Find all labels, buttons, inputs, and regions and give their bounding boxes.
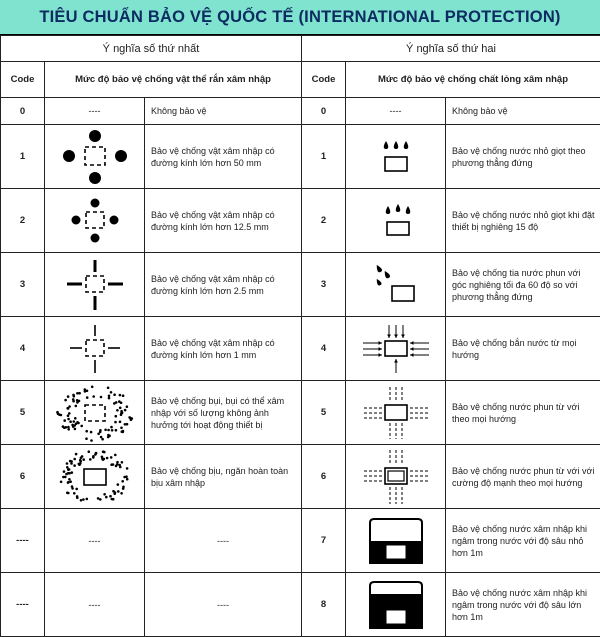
first-digit-code: 4 [1,317,45,381]
protection-symbol [45,317,145,381]
second-code-header: Code [302,62,346,98]
second-digit-code: 2 [302,189,346,253]
first-digit-description: Bảo vệ chống vật xâm nhập có đường kính lớn hơn 2.5 mm [145,253,302,317]
solid-protection-header: Mức độ bảo vệ chống vật thể rắn xâm nhập [45,62,302,98]
second-digit-description: Bảo vệ chống tia nước phun với góc nghiêng tối đa 60 độ so với phương thẳng đứng [446,253,600,317]
solid-50mm-icon [55,129,135,185]
second-digit-code: 7 [302,509,346,573]
no-symbol: ---- [45,509,145,573]
section-header-row [1,36,600,62]
first-digit-code: ---- [1,509,45,573]
second-digit-code: 1 [302,125,346,189]
second-digit-description: Không bảo vệ [446,98,600,125]
second-digit-description: Bảo vệ chống nước xâm nhập khi ngâm trong nước với độ sâu nhỏ hơn 1m [446,509,600,573]
protection-symbol [45,381,145,445]
second-digit-code: 3 [302,253,346,317]
solid-2-5mm-icon [55,258,135,312]
protection-symbol [346,381,446,445]
splashing-water-icon [361,323,431,375]
table-row [1,573,600,637]
first-digit-description: Bảo vệ chống vật xâm nhập có đường kính lớn hơn 12.5 mm [145,189,302,253]
protection-symbol [346,509,446,573]
second-digit-code: 5 [302,381,346,445]
second-digit-code: 0 [302,98,346,125]
table-row [1,445,600,509]
second-digit-description: Bảo vệ chống nước nhỏ giọt theo phương thẳng đứng [446,125,600,189]
protection-symbol [346,573,446,637]
protection-symbol [45,189,145,253]
table-row [1,125,600,189]
second-digit-code: 6 [302,445,346,509]
immersion-1m-icon [364,517,428,565]
protection-symbol [45,125,145,189]
table-row [1,381,600,445]
second-digit-section-title: Ý nghĩa số thứ hai [302,36,600,62]
protection-symbol [346,445,446,509]
protection-symbol [346,317,446,381]
table-row [1,317,600,381]
protection-symbol [346,125,446,189]
second-digit-code: 4 [302,317,346,381]
second-digit-description: Bảo vệ chống nước nhỏ giọt khi đặt thiết bị nghiêng 15 độ [446,189,600,253]
dust-tight-icon [53,447,137,507]
spraying-water-icon [364,260,428,310]
solid-12mm-icon [55,196,135,246]
water-jets-icon [361,385,431,441]
first-code-header: Code [1,62,45,98]
first-digit-description: Bảo vệ chống bịu, ngăn hoàn toàn bịu xâm nhập [145,445,302,509]
first-digit-section-title: Ý nghĩa số thứ nhất [1,36,302,62]
first-digit-code: 1 [1,125,45,189]
protection-symbol [45,253,145,317]
first-digit-description: Bảo vệ chống vật xâm nhập có đường kính lớn hơn 50 mm [145,125,302,189]
second-digit-description: Bảo vệ chống bắn nước từ mọi hướng [446,317,600,381]
table-row [1,98,600,125]
first-digit-description: Bảo vệ chống bụi, bụi có thể xâm nhập với số lượng không ảnh hưởng tới hoạt động thiết bị [145,381,302,445]
liquid-protection-header: Mức độ bảo vệ chống chất lỏng xâm nhập [346,62,600,98]
first-digit-code: 3 [1,253,45,317]
second-digit-description: Bảo vệ chống nước phun từ với với cường độ mạnh theo mọi hướng [446,445,600,509]
no-symbol: ---- [45,98,145,125]
protection-symbol [346,189,446,253]
page-title: TIÊU CHUẨN BẢO VỆ QUỐC TẾ (INTERNATIONAL PROTECTION) [0,0,600,35]
first-digit-code: 5 [1,381,45,445]
powerful-jets-icon [361,448,431,506]
dripping-tilted-icon [366,201,426,241]
second-digit-description: Bảo vệ chống nước phun từ với theo mọi hướng [446,381,600,445]
first-digit-description: ---- [145,573,302,637]
no-symbol: ---- [346,98,446,125]
first-digit-description: ---- [145,509,302,573]
dripping-vertical-icon [366,137,426,177]
first-digit-code: 6 [1,445,45,509]
first-digit-description: Không bảo vệ [145,98,302,125]
second-digit-code: 8 [302,573,346,637]
first-digit-code: 2 [1,189,45,253]
first-digit-description: Bảo vệ chống vật xâm nhập có đường kính lớn hơn 1 mm [145,317,302,381]
table-row [1,253,600,317]
table-row [1,189,600,253]
second-digit-description: Bảo vệ chống nước xâm nhập khi ngâm trong nước với độ sâu lớn hơn 1m [446,573,600,637]
table-row [1,509,600,573]
protection-symbol [45,445,145,509]
dust-protected-icon [53,383,137,443]
first-digit-code: ---- [1,573,45,637]
ip-table [0,35,600,637]
no-symbol: ---- [45,573,145,637]
column-header-row [1,62,600,98]
immersion-over-1m-icon [364,580,428,630]
first-digit-code: 0 [1,98,45,125]
protection-symbol [346,253,446,317]
solid-1mm-icon [55,322,135,376]
